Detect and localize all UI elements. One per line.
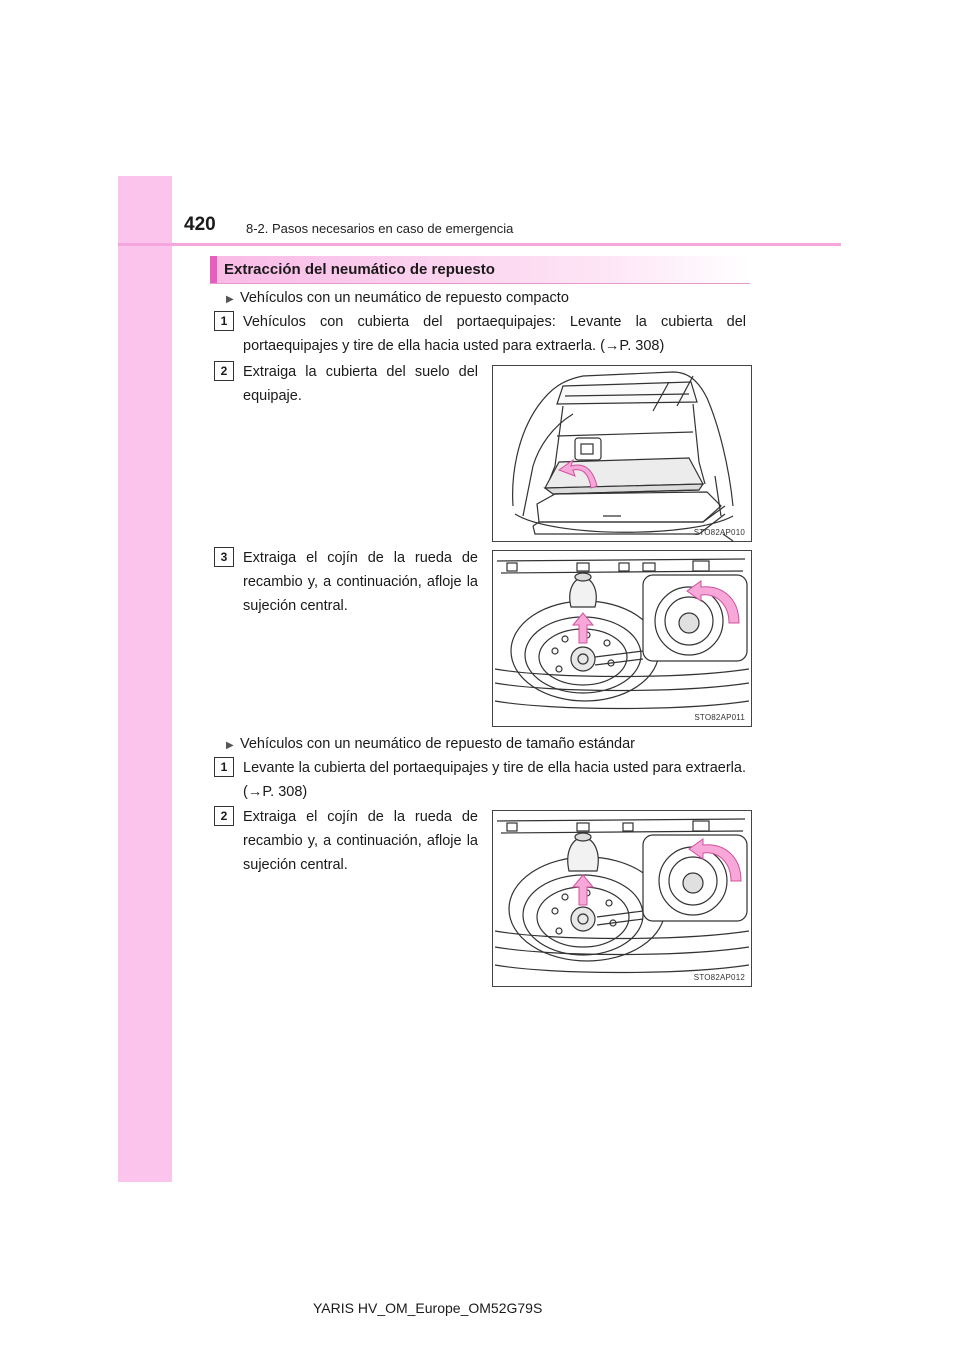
spare-wheel-illustration (493, 551, 751, 726)
step-badge: 2 (214, 806, 234, 826)
section-title: Extracción del neumático de repuesto (224, 261, 495, 278)
bullet-compact-label: Vehículos con un neumático de repuesto compacto (240, 290, 569, 306)
triangle-right-icon: ▶ (226, 294, 234, 305)
up-arrow-icon (573, 875, 593, 905)
footer-doc-id: YARIS HV_OM_Europe_OM52G79S (313, 1300, 543, 1316)
triangle-right-icon: ▶ (226, 740, 234, 751)
step-badge: 3 (214, 547, 234, 567)
step-text: Extraiga la cubierta del suelo del equipaje. (243, 364, 478, 404)
bullet-compact-spare (226, 286, 569, 312)
step-text: Extraiga el cojín de la rueda de recambio y, a continuación, afloje la sujeción central. (243, 550, 478, 614)
figure-luggage-floor-cover (492, 365, 752, 542)
figure-code: STO82AP011 (694, 713, 745, 722)
figure-code: STO82AP010 (693, 528, 745, 537)
figure-code: STO82AP012 (693, 973, 745, 982)
chapter-title: 8-2. Pasos necesarios en caso de emergencia (246, 221, 514, 236)
figure-spare-cushion-compact (492, 550, 752, 727)
step-badge: 1 (214, 311, 234, 331)
page-number: 420 (184, 214, 216, 235)
step-text: Extraiga el cojín de la rueda de recambio y, a continuación, afloje la sujeción central. (243, 809, 478, 873)
step-badge: 2 (214, 361, 234, 381)
step-badge: 1 (214, 757, 234, 777)
section-heading-accent (210, 256, 217, 283)
bullet-standard-label: Vehículos con un neumático de repuesto de tamaño estándar (240, 736, 635, 752)
side-margin-band (118, 176, 172, 1182)
spare-wheel-standard-illustration (493, 811, 751, 986)
figure-spare-cushion-standard (492, 810, 752, 987)
luggage-illustration (493, 366, 751, 541)
step-text: Levante la cubierta del portaequipajes y tire de ella hacia usted para extraerla. (→P. 308) (243, 760, 746, 800)
header-rule (118, 243, 841, 246)
step-text: Vehículos con cubierta del portaequipajes: Levante la cubierta del portaequipajes y tire de ella hacia usted para extraerla. (→P. 308) (243, 314, 746, 354)
bullet-standard-spare (226, 732, 635, 758)
